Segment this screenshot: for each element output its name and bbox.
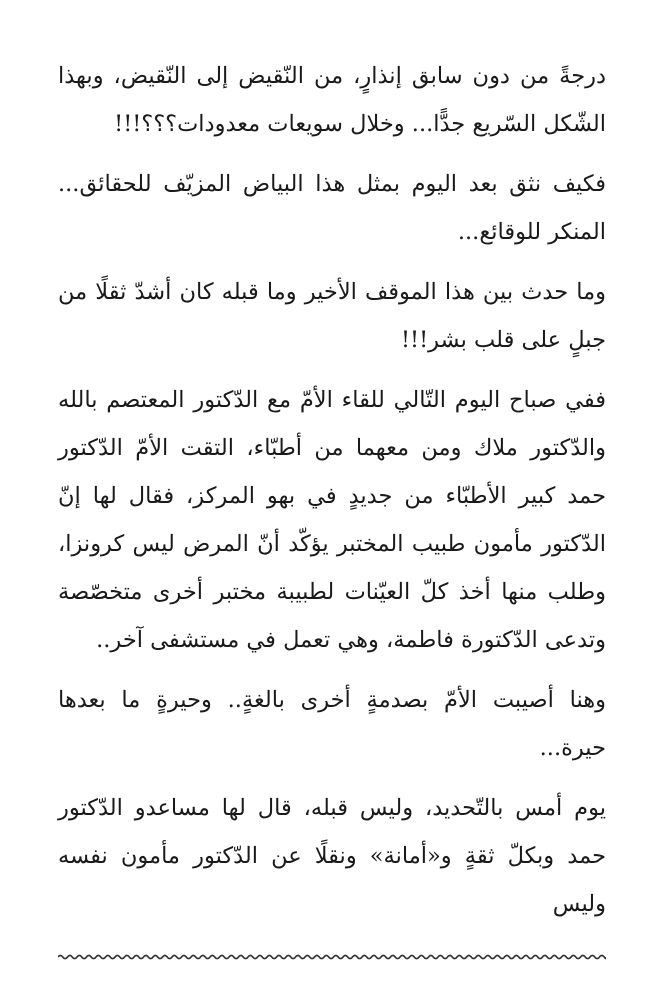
paragraph-1: درجةً من دون سابق إنذارٍ، من النّقيض إلى النّقيض، وبهذا الشّكل السّريع جدًّا... وخلال سويعات معدودات؟؟؟!!! [58,63,606,137]
paragraph-3: وما حدث بين هذا الموقف الأخير وما قبله كان أشدّ ثقلًا من جبلٍ على قلب بشر!!! [58,279,606,353]
page-body [58,52,606,928]
paragraph-2: فكيف نثق بعد اليوم بمثل هذا البياض المزيّف للحقائق... المنكر للوقائع... [58,171,606,245]
paragraph-4: ففي صباح اليوم التّالي للقاء الأمّ مع الدّكتور المعتصم بالله والدّكتور ملاك ومن معهما من أطبّاء، التقت الأمّ الدّكتور حمد كبير الأطبّاء من جديدٍ في بهو المركز، فقال لها إنّ الدّكتور مأمون طبيب المختبر يؤكّد أنّ المرض ليس كرونزا، وطلب منها أخذ كلّ العيّنات لطبيبة مختبر أخرى متخصّصة وتدعى الدّكتورة فاطمة، وهي تعمل في مستشفى آخر.. [58,387,606,653]
wavy-divider-line [58,955,606,958]
wavy-divider [58,950,606,964]
paragraph-6: يوم أمس بالتّحديد، وليس قبله، قال لها مساعدو الدّكتور حمد وبكلّ ثقةٍ و«أمانة» ونقلًا عن الدّكتور مأمون نفسه وليس [58,795,606,917]
paragraph-5: وهنا أصيبت الأمّ بصدمةٍ أخرى بالغةٍ.. وحيرةٍ ما بعدها حيرة... [58,687,606,761]
